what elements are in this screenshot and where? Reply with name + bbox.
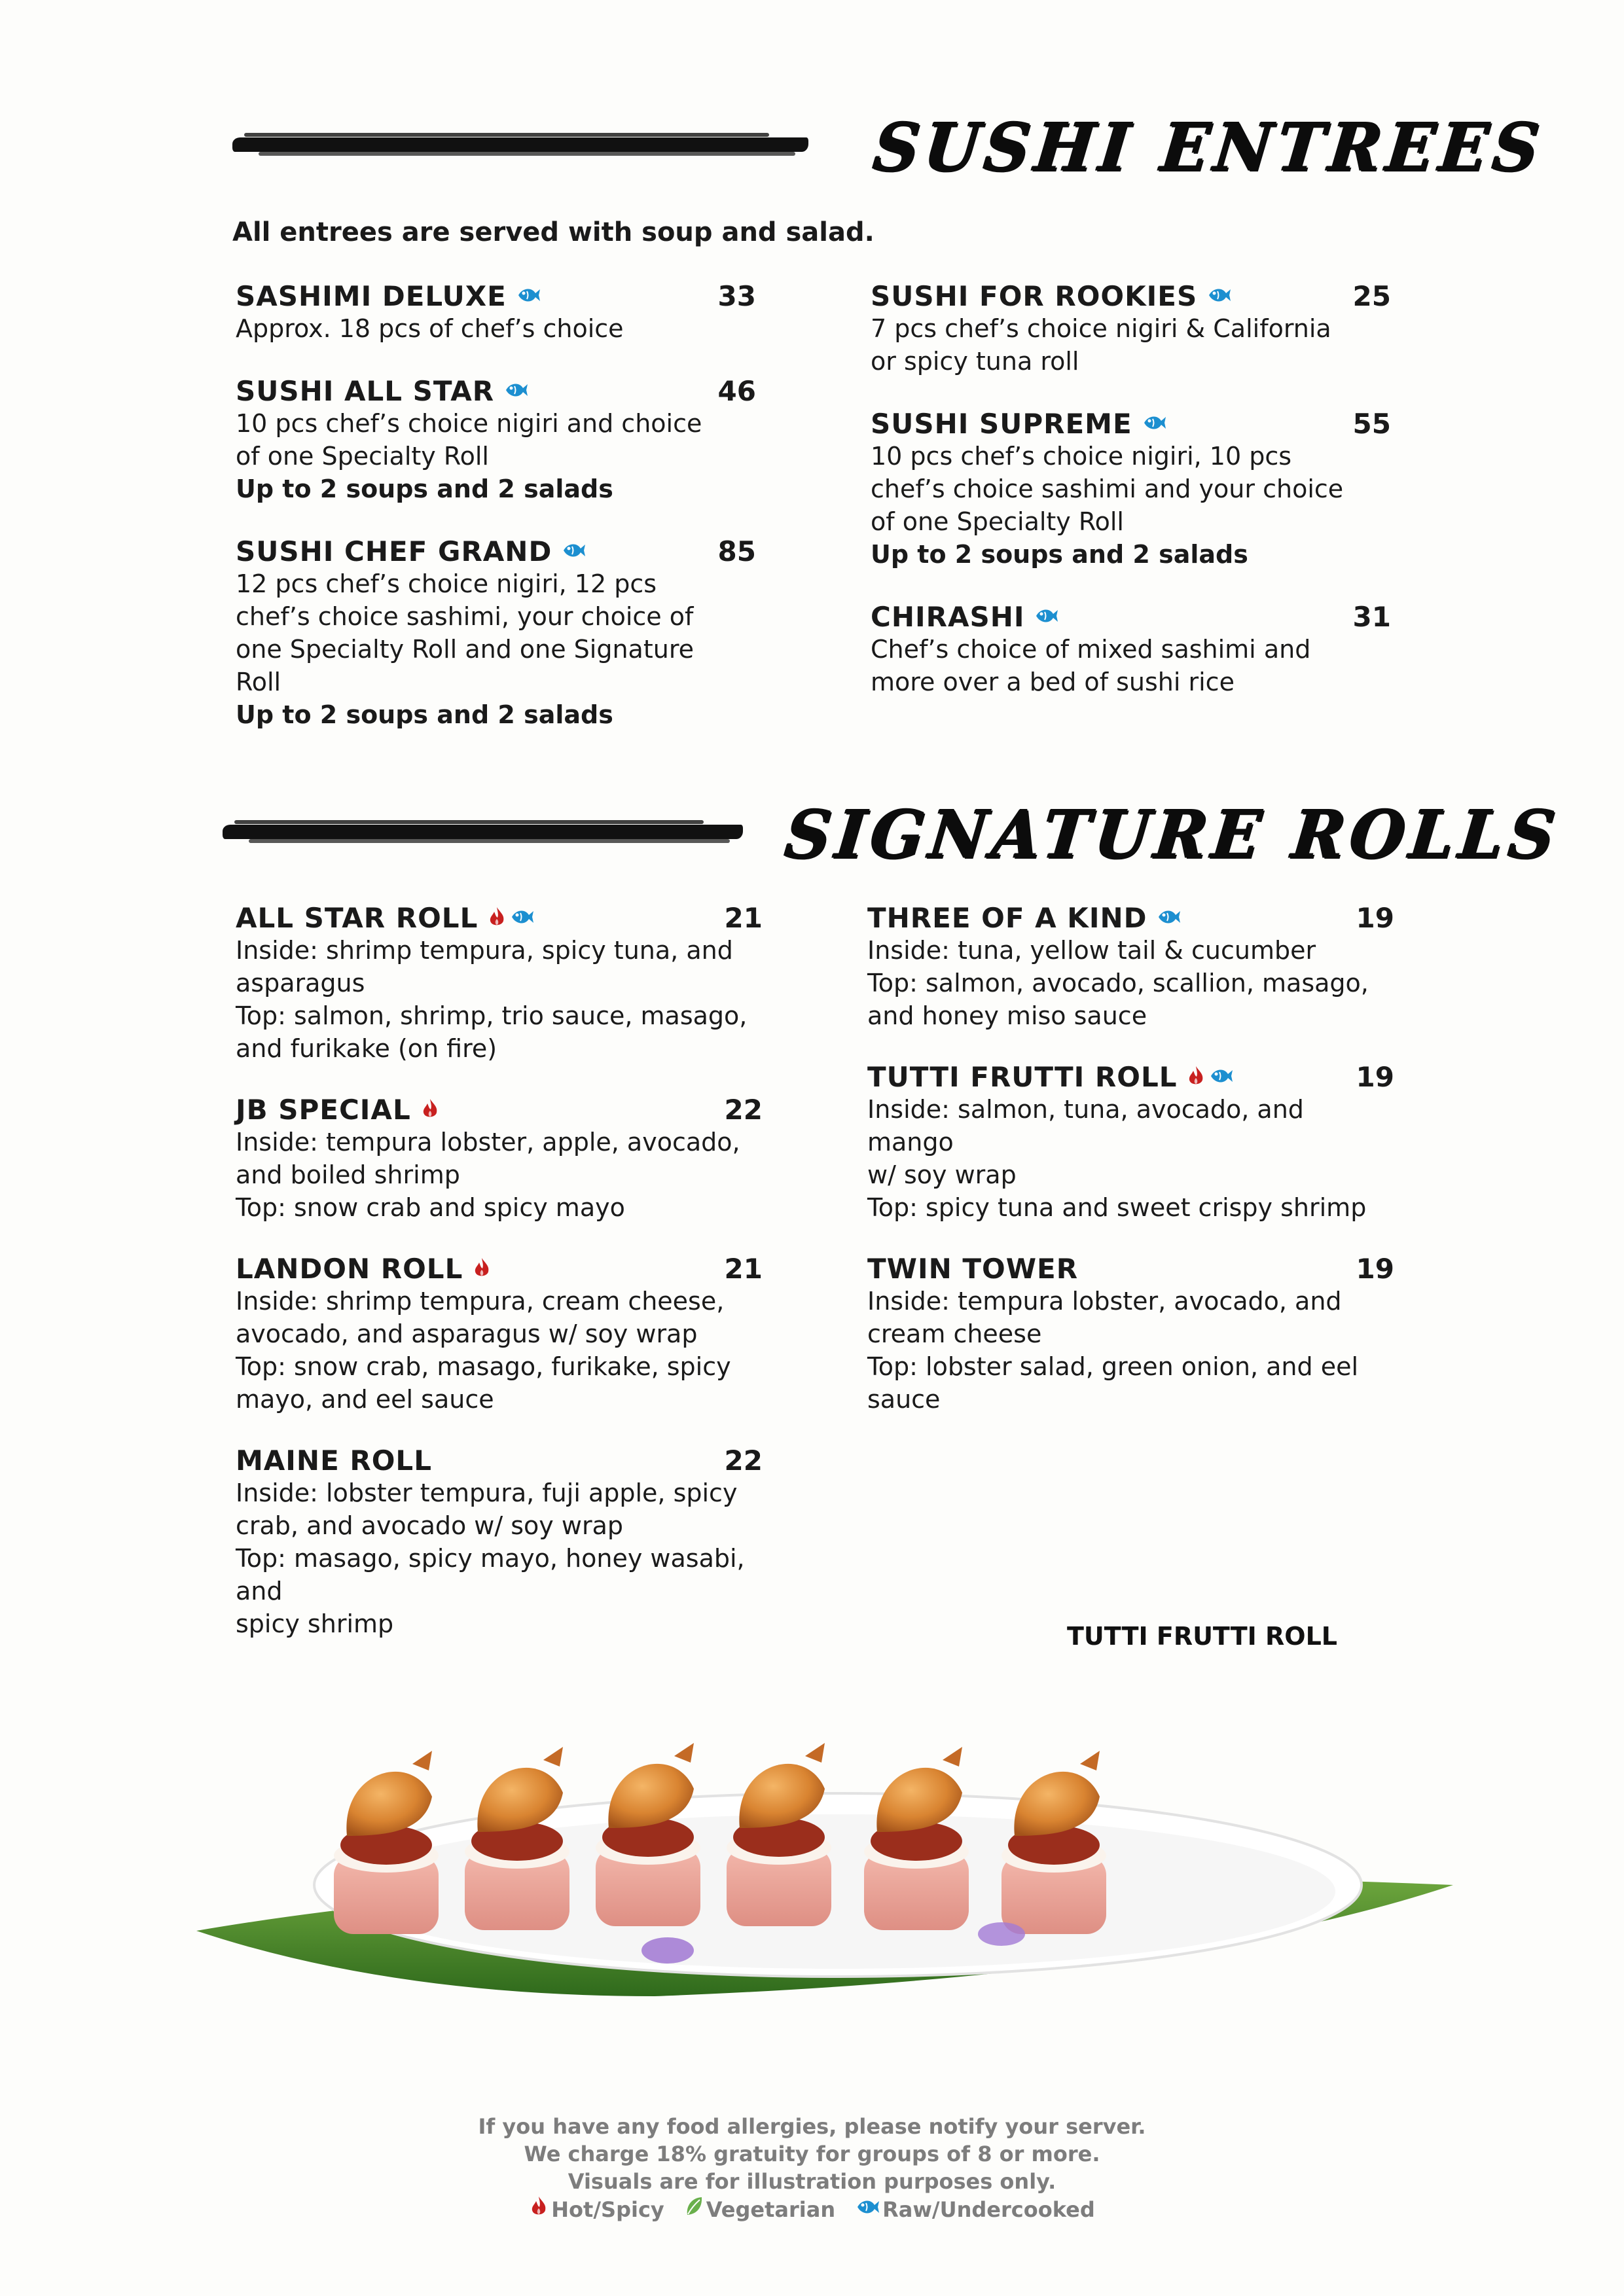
menu-item-description: w/ soy wrap (867, 1160, 1017, 1189)
dietary-icons (487, 906, 534, 931)
flame-icon (420, 1098, 440, 1122)
dietary-icons (561, 541, 586, 563)
menu-item-price: 19 (1356, 1061, 1394, 1093)
menu-item-description: and furikake (on fire) (236, 1034, 497, 1063)
menu-item-title (871, 601, 1058, 633)
menu-item-header (867, 1061, 1394, 1093)
dietary-icons (472, 1257, 492, 1282)
menu-item (867, 902, 1394, 1032)
footer-line: Visuals are for illustration purposes only. (568, 2169, 1056, 2194)
menu-item-description: crab, and avocado w/ soy wrap (236, 1511, 623, 1540)
menu-item-description: mayo, and eel sauce (236, 1385, 494, 1414)
menu-item-description: Top: lobster salad, green onion, and eel (867, 1352, 1359, 1381)
menu-item-description: Inside: tempura lobster, avocado, and (867, 1287, 1342, 1316)
menu-item (236, 1444, 763, 1640)
menu-item-price: 46 (717, 375, 756, 407)
menu-item-title (867, 1061, 1233, 1093)
dietary-icons (516, 285, 541, 308)
menu-item-description: sauce (867, 1385, 941, 1414)
menu-item (871, 601, 1391, 698)
menu-item-name: JB SPECIAL (236, 1094, 411, 1126)
menu-item-header (236, 902, 763, 934)
dietary-icons (1156, 907, 1181, 929)
menu-item-header (236, 1253, 763, 1285)
menu-item-name: SUSHI FOR ROOKIES (871, 280, 1198, 312)
photo-caption: TUTTI FRUTTI ROLL (1067, 1622, 1338, 1651)
dietary-icons (1206, 285, 1231, 308)
menu-item-description: Inside: shrimp tempura, cream cheese, (236, 1287, 725, 1316)
menu-item-description: Inside: shrimp tempura, spicy tuna, and (236, 936, 733, 965)
menu-item-header (236, 1444, 763, 1477)
menu-item-price: 33 (717, 280, 756, 312)
menu-item-description: Inside: tempura lobster, apple, avocado, (236, 1128, 740, 1157)
menu-item-description: and honey miso sauce (867, 1001, 1147, 1030)
menu-item (236, 375, 756, 505)
fish-icon (1034, 606, 1058, 628)
menu-item-description: Inside: tuna, yellow tail & cucumber (867, 936, 1316, 965)
legend-label: Hot/Spicy (551, 2197, 664, 2222)
menu-item-price: 55 (1352, 408, 1391, 440)
legend-item-raw (855, 2196, 1095, 2223)
menu-item (867, 1061, 1394, 1224)
brush-stroke-divider (223, 825, 743, 839)
tutti-frutti-roll-photo (196, 1689, 1453, 2029)
menu-item-name: SUSHI ALL STAR (236, 375, 495, 407)
menu-item-name: SASHIMI DELUXE (236, 280, 507, 312)
menu-item-title (867, 1253, 1078, 1285)
menu-item-header (871, 601, 1391, 633)
menu-item-note: Up to 2 soups and 2 salads (236, 700, 613, 729)
dietary-icons (503, 380, 528, 403)
menu-item (236, 535, 756, 731)
menu-item-header (867, 902, 1394, 934)
flame-icon (487, 906, 507, 931)
menu-item-description: Inside: lobster tempura, fuji apple, spicy (236, 1479, 738, 1507)
menu-item-description: avocado, and asparagus w/ soy wrap (236, 1319, 698, 1348)
menu-item-title (236, 902, 534, 934)
menu-item-name: SUSHI SUPREME (871, 408, 1132, 440)
menu-item-description: of one Specialty Roll (236, 442, 489, 471)
section-title-signature-rolls: SIGNATURE ROLLS (781, 795, 1564, 873)
entrees-left-column (236, 280, 756, 761)
menu-item (871, 280, 1391, 378)
menu-item-description: 7 pcs chef’s choice nigiri & California (871, 314, 1331, 343)
menu-item-description: Top: snow crab, masago, furikake, spicy (236, 1352, 731, 1381)
menu-item-description: or spicy tuna roll (871, 347, 1079, 376)
menu-item-name: CHIRASHI (871, 601, 1025, 633)
dietary-icons (1186, 1065, 1233, 1090)
menu-item-description: chef’s choice sashimi and your choice (871, 475, 1344, 503)
menu-item-name: MAINE ROLL (236, 1444, 432, 1477)
menu-item-title (236, 375, 528, 407)
menu-item-description: spicy shrimp (236, 1609, 394, 1638)
menu-item-price: 21 (724, 902, 763, 934)
menu-item-title (236, 535, 586, 567)
fish-icon (516, 285, 541, 308)
menu-item-description: chef’s choice sashimi, your choice of (236, 602, 694, 631)
brush-stroke-divider (232, 137, 808, 152)
rolls-right-column (867, 902, 1394, 1444)
menu-item-description: Roll (236, 668, 281, 696)
menu-item-name: THREE OF A KIND (867, 902, 1147, 934)
flame-icon (1186, 1065, 1206, 1090)
menu-item-title (867, 902, 1181, 934)
sushi-piece (334, 1751, 439, 1934)
menu-item-note: Up to 2 soups and 2 salads (236, 475, 613, 503)
menu-item (236, 1094, 763, 1224)
menu-item-description: more over a bed of sushi rice (871, 668, 1235, 696)
menu-item-name: ALL STAR ROLL (236, 902, 478, 934)
menu-item (871, 408, 1391, 571)
legend-label: Vegetarian (706, 2197, 836, 2222)
sushi-piece (465, 1747, 569, 1930)
flame-icon (472, 1257, 492, 1282)
menu-item-header (871, 280, 1391, 312)
fish-icon (1156, 907, 1181, 929)
menu-item-description: asparagus (236, 969, 365, 997)
fish-icon (561, 541, 586, 563)
menu-item-price: 19 (1356, 902, 1394, 934)
dietary-icons (1142, 413, 1166, 435)
section-title-sushi-entrees: SUSHI ENTREES (869, 108, 1548, 186)
menu-item-description: Top: salmon, shrimp, trio sauce, masago, (236, 1001, 748, 1030)
leaf-icon (684, 2195, 704, 2224)
menu-item-header (236, 535, 756, 567)
menu-item-description: Top: salmon, avocado, scallion, masago, (867, 969, 1369, 997)
menu-item-description: Chef’s choice of mixed sashimi and (871, 635, 1311, 664)
menu-item-name: TUTTI FRUTTI ROLL (867, 1061, 1178, 1093)
menu-item-description: Inside: salmon, tuna, avocado, and mango (867, 1095, 1304, 1157)
fish-icon (855, 2196, 880, 2223)
menu-item-description: Approx. 18 pcs of chef’s choice (236, 314, 624, 343)
menu-item-price: 25 (1352, 280, 1391, 312)
menu-item-header (236, 1094, 763, 1126)
fish-icon (1206, 285, 1231, 308)
dietary-icons (1034, 606, 1058, 628)
menu-item-description: of one Specialty Roll (871, 507, 1124, 536)
rolls-left-column (236, 902, 763, 1669)
menu-item-title (236, 1253, 492, 1285)
menu-item-title (236, 1444, 432, 1477)
menu-item-description: and boiled shrimp (236, 1160, 460, 1189)
legend-item-vegetarian (684, 2195, 835, 2224)
flame-icon (529, 2195, 549, 2224)
menu-item-header (871, 408, 1391, 440)
menu-item-description: one Specialty Roll and one Signature (236, 635, 694, 664)
footer-line: We charge 18% gratuity for groups of 8 or more. (524, 2142, 1100, 2166)
menu-item-description: Top: masago, spicy mayo, honey wasabi, and (236, 1544, 745, 1605)
footer (0, 2113, 1624, 2224)
menu-item-title (236, 1094, 440, 1126)
menu-item-name: TWIN TOWER (867, 1253, 1079, 1285)
entrees-right-column (871, 280, 1391, 728)
menu-item-name: LANDON ROLL (236, 1253, 463, 1285)
fish-icon (1208, 1066, 1233, 1088)
menu-item-price: 22 (724, 1094, 763, 1126)
menu-item-header (236, 280, 756, 312)
sushi-piece (1001, 1751, 1106, 1934)
menu-item-header (236, 375, 756, 407)
icon-legend (0, 2195, 1624, 2224)
entrees-intro: All entrees are served with soup and salad. (232, 217, 875, 247)
menu-item-title (871, 280, 1231, 312)
menu-item-description: 10 pcs chef’s choice nigiri and choice (236, 409, 702, 438)
menu-item-note: Up to 2 soups and 2 salads (871, 540, 1248, 569)
sushi-piece (727, 1743, 831, 1926)
menu-item-description: 12 pcs chef’s choice nigiri, 12 pcs (236, 569, 657, 598)
menu-item (236, 902, 763, 1065)
menu-item-name: SUSHI CHEF GRAND (236, 535, 552, 567)
legend-item-hot (529, 2195, 664, 2224)
menu-item-description: Top: spicy tuna and sweet crispy shrimp (867, 1193, 1367, 1222)
sushi-piece (864, 1747, 969, 1930)
menu-item-header (867, 1253, 1394, 1285)
menu-item-price: 21 (724, 1253, 763, 1285)
menu-item-price: 22 (724, 1444, 763, 1477)
fish-icon (1142, 413, 1166, 435)
menu-item-description: 10 pcs chef’s choice nigiri, 10 pcs (871, 442, 1292, 471)
fish-icon (503, 380, 528, 403)
menu-item-description: cream cheese (867, 1319, 1042, 1348)
footer-line: If you have any food allergies, please notify your server. (478, 2114, 1146, 2139)
menu-item (236, 1253, 763, 1416)
menu-item-description: Top: snow crab and spicy mayo (236, 1193, 625, 1222)
sushi-piece (596, 1743, 700, 1926)
menu-item-price: 85 (717, 535, 756, 567)
menu-item (867, 1253, 1394, 1416)
menu-item-price: 19 (1356, 1253, 1394, 1285)
fish-icon (509, 907, 534, 929)
menu-item-price: 31 (1352, 601, 1391, 633)
legend-label: Raw/Undercooked (882, 2197, 1095, 2222)
menu-item-title (871, 408, 1166, 440)
dietary-icons (420, 1098, 440, 1122)
menu-item-title (236, 280, 541, 312)
menu-item (236, 280, 756, 345)
